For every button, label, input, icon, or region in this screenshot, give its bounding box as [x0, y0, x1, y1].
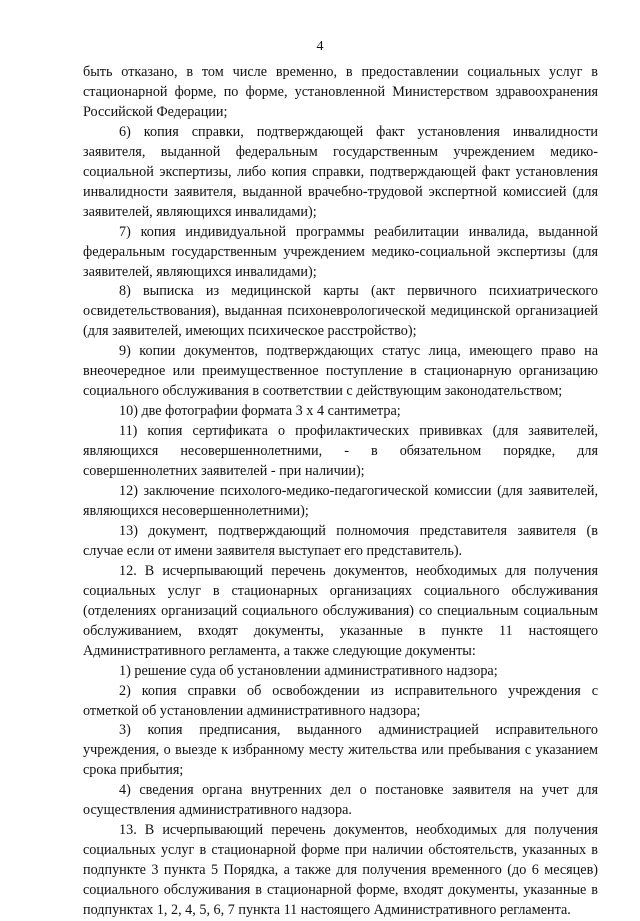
list-item-13: 13) документ, подтверждающий полномочия представителя заявителя (в случае если от имени заявителя выступает его представитель).: [83, 522, 598, 559]
list-item-6: 6) копия справки, подтверждающей факт установления инвалидности заявителя, выданной федеральным государственным учреждением медико-социальной экспертизы, либо копия справки, подтверждающей факт установления инвалидности заявителя, выданной врачебно-трудовой экспертной комиссией (для заявителей, являющихся инвалидами);: [83, 123, 598, 220]
section-12-item-1: 1) решение суда об установлении административного надзора;: [119, 662, 498, 679]
page-number: 4: [316, 39, 324, 54]
list-item-9: 9) копии документов, подтверждающих статус лица, имеющего право на внеочередное или преимущественное поступление в стационарную организацию социального обслуживания в соответствии с действующим законодательством;: [83, 343, 598, 400]
section-12-item-3: 3) копия предписания, выданного администрацией исправительного учреждения, о выезде к избранному месту жительства или пребывания с указанием срока прибытия;: [83, 722, 598, 779]
list-item-7: 7) копия индивидуальной программы реабилитации инвалида, выданной федеральным государственным учреждением медико-социальной экспертизы (для заявителей, являющихся инвалидами);: [83, 223, 598, 280]
section-12-item-4: 4) сведения органа внутренних дел о постановке заявителя на учет для осуществления административного надзора.: [83, 782, 598, 819]
list-item-8: 8) выписка из медицинской карты (акт первичного психиатрического освидетельствования), выданная психоневрологической медицинской организацией (для заявителей, имеющих психическое расстройство);: [83, 283, 598, 340]
list-item-11: 11) копия сертификата о профилактических прививках (для заявителей, являющихся несовершеннолетними, - в обязательном порядке, для совершеннолетних заявителей - при наличии);: [83, 423, 598, 480]
section-12-paragraph: 12. В исчерпывающий перечень документов, необходимых для получения социальных услуг в стационарных организациях социального обслуживания (отделениях организаций социального обслуживания) со специальным социальным обслуживанием, входят документы, указанные в пункте 11 настоящего Административного регламента, а также следующие документы:: [83, 562, 598, 659]
section-13-paragraph: 13. В исчерпывающий перечень документов, необходимых для получения социальных услуг в стационарной форме при наличии обстоятельств, указанных в подпункте 3 пункта 5 Порядка, а также для получения временного (до 6 месяцев) социального обслуживания в стационарной форме, входят документы, указанные в подпунктах 1, 2, 4, 5, 6, 7 пункта 11 настоящего Административного регламента.: [83, 822, 598, 919]
document-body: [83, 63, 598, 921]
list-item-12: 12) заключение психолого-медико-педагогической комиссии (для заявителей, являющихся несовершеннолетними);: [83, 483, 598, 519]
paragraph-continuation: быть отказано, в том числе временно, в предоставлении социальных услуг в стационарной форме, по форме, установленной Министерством здравоохранения Российской Федерации;: [83, 64, 598, 120]
section-12-item-2: 2) копия справки об освобождении из исправительного учреждения с отметкой об установлении административного надзора;: [83, 682, 598, 719]
list-item-10: 10) две фотографии формата 3 х 4 сантиметра;: [119, 403, 401, 420]
